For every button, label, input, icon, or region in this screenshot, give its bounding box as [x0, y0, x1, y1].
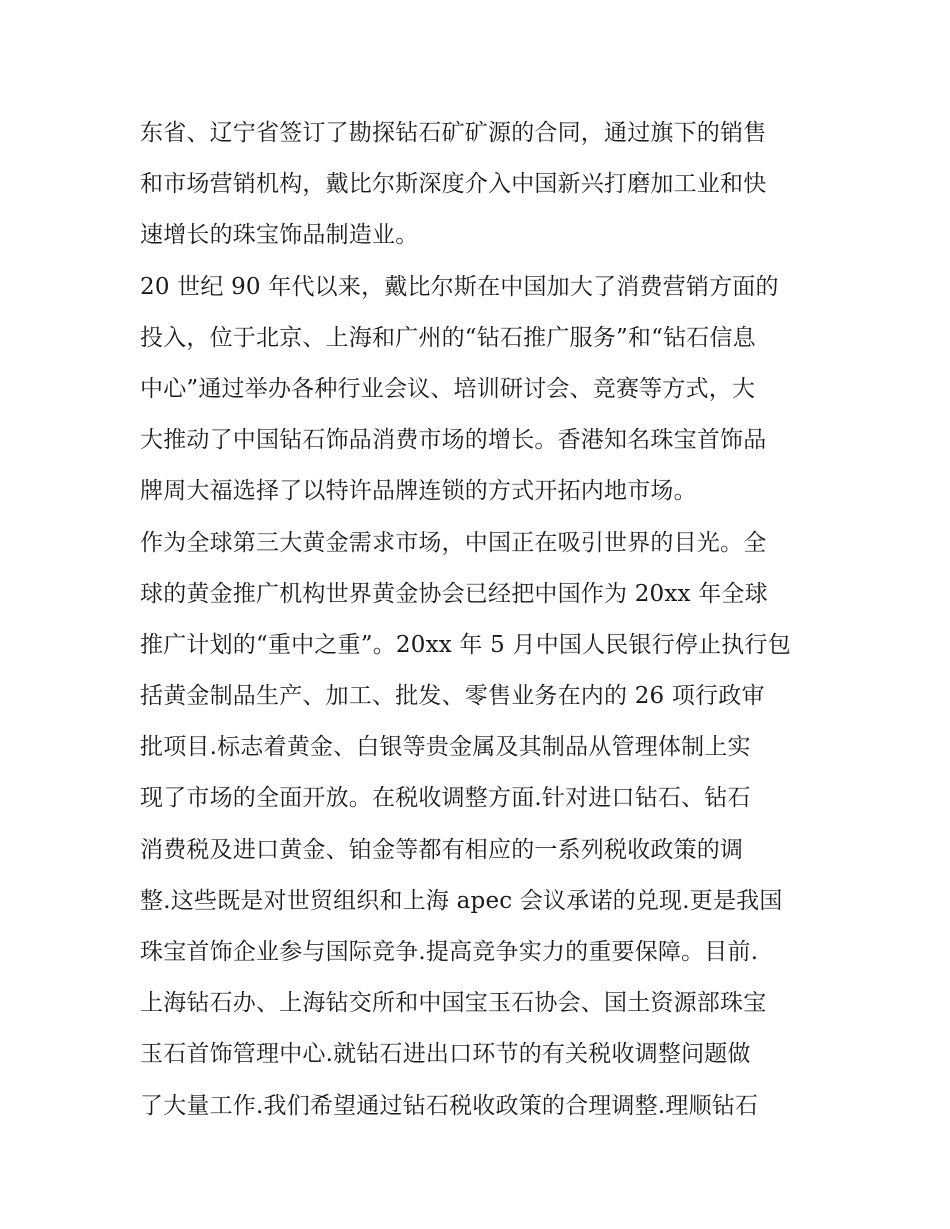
text-line: 大推动了中国钻石饰品消费市场的增长。香港知名珠宝首饰品	[140, 427, 767, 454]
text-line: 了大量工作.我们希望通过钻石税收政策的合理调整.理顺钻石	[140, 1092, 759, 1119]
text-line: 上海钻石办、上海钻交所和中国宝玉石协会、国土资源部珠宝	[140, 990, 767, 1017]
text-line: 现了市场的全面开放。在税收调整方面.针对进口钻石、钻石	[140, 785, 751, 812]
text-line: 速增长的珠宝饰品制造业。	[140, 222, 419, 249]
text-line: 珠宝首饰企业参与国际竞争.提高竞争实力的重要保障。目前.	[140, 939, 759, 965]
text-line: 整.这些既是对世贸组织和上海 apec 会议承诺的兑现.更是我国	[140, 887, 783, 914]
text-line: 推广计划的“重中之重”。20xx 年 5 月中国人民银行停止执行包	[140, 631, 791, 658]
paragraph	[140, 108, 820, 262]
text-line: 括黄金制品生产、加工、批发、零售业务在内的 26 项行政审	[140, 683, 765, 710]
text-line: 批项目.标志着黄金、白银等贵金属及其制品从管理体制上实	[140, 734, 751, 761]
text-line: 作为全球第三大黄金需求市场，中国正在吸引世界的目光。全	[140, 529, 767, 556]
text-line: 球的黄金推广机构世界黄金协会已经把中国作为 20xx 年全球	[140, 580, 768, 607]
text-line: 消费税及进口黄金、铂金等都有相应的一系列税收政策的调	[140, 836, 744, 863]
paragraph	[140, 518, 820, 1132]
text-line: 投入，位于北京、上海和广州的“钻石推广服务”和“钻石信息	[140, 324, 756, 351]
text-line: 玉石首饰管理中心.就钻石进出口环节的有关税收调整问题做	[140, 1041, 751, 1068]
text-line: 牌周大福选择了以特许品牌连锁的方式开拓内地市场。	[140, 478, 697, 505]
text-line: 20 世纪 90 年代以来，戴比尔斯在中国加大了消费营销方面的	[140, 273, 779, 300]
text-line: 中心”通过举办各种行业会议、培训研讨会、竞赛等方式，大	[140, 375, 756, 402]
text-line: 东省、辽宁省签订了勘探钻石矿矿源的合同，通过旗下的销售	[140, 120, 767, 146]
body-text	[140, 108, 820, 1132]
text-line: 和市场营销机构，戴比尔斯深度介入中国新兴打磨加工业和快	[140, 171, 767, 198]
paragraph	[140, 262, 820, 518]
